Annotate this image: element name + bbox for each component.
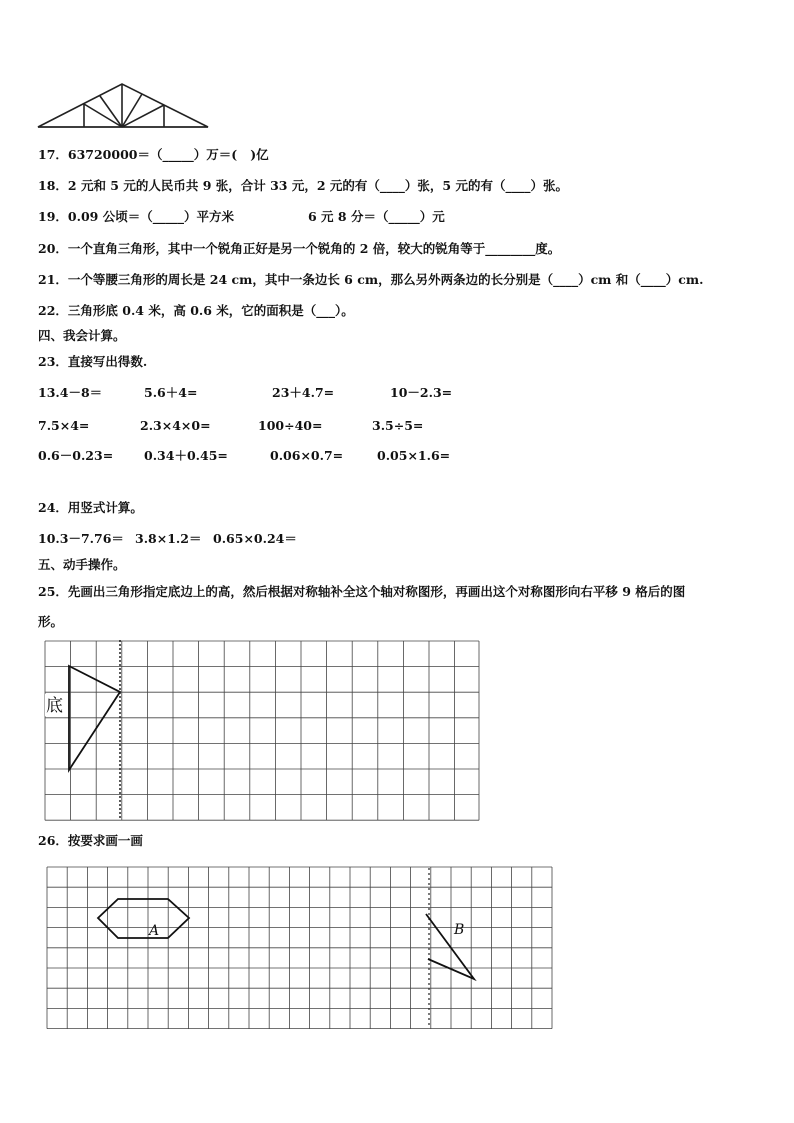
question-17: 17．63720000＝（_____）万＝( )亿	[38, 147, 269, 162]
calc-item: 7.5×4=	[38, 418, 90, 433]
calc-item: 23＋4.7=	[272, 385, 335, 400]
question-25-line-2: 形。	[38, 614, 64, 629]
vertical-calc-item: 3.8×1.2＝	[135, 531, 202, 546]
calc-item: 13.4－8＝	[38, 385, 103, 400]
calc-item: 0.06×0.7=	[270, 448, 344, 463]
shape-a-hexagon	[98, 899, 189, 938]
calc-item: 10－2.3=	[390, 385, 453, 400]
calc-item: 2.3×4×0=	[140, 418, 211, 433]
shape-b-figure	[426, 914, 474, 979]
base-label: 底	[46, 696, 63, 716]
calc-item: 100÷40=	[258, 418, 323, 433]
calc-item: 3.5÷5=	[372, 418, 424, 433]
calc-item: 0.6－0.23=	[38, 448, 114, 463]
section-5-heading: 五、动手操作。	[38, 557, 126, 572]
calc-item: 5.6＋4=	[144, 385, 198, 400]
question-25-grid	[44, 640, 480, 822]
vertical-calc-item: 0.65×0.24＝	[213, 531, 297, 546]
shape-b-label: B	[454, 922, 465, 938]
question-24: 24．用竖式计算。	[38, 500, 143, 515]
question-19-part-b: 6 元 8 分＝（_____）元	[308, 209, 445, 224]
question-18: 18．2 元和 5 元的人民币共 9 张，合计 33 元，2 元的有（____）张，5 元的有（____）张。	[38, 178, 568, 193]
question-26-grid	[46, 866, 554, 1030]
question-26: 26．按要求画一画	[38, 833, 143, 848]
shape-a-label: A	[149, 923, 160, 939]
vertical-calc-item: 10.3－7.76＝	[38, 531, 124, 546]
calc-item: 0.05×1.6=	[377, 448, 451, 463]
question-19-part-a: 19．0.09 公顷＝（_____）平方米	[38, 209, 234, 224]
question-22: 22．三角形底 0.4 米，高 0.6 米，它的面积是（___）。	[38, 303, 354, 318]
question-23: 23．直接写出得数.	[38, 354, 148, 369]
question-25-line-1: 25．先画出三角形指定底边上的高，然后根据对称轴补全这个轴对称图形，再画出这个对称图形向右平移 9 格后的图	[38, 584, 686, 599]
question-21: 21．一个等腰三角形的周长是 24 cm，其中一条边长 6 cm，那么另外两条边的长分别是（____）cm 和（____）cm.	[38, 272, 704, 287]
section-4-heading: 四、我会计算。	[38, 328, 126, 343]
calc-item: 0.34＋0.45=	[144, 448, 228, 463]
question-20: 20．一个直角三角形，其中一个锐角正好是另一个锐角的 2 倍，较大的锐角等于________度。	[38, 241, 561, 256]
roof-truss-figure	[34, 80, 214, 132]
